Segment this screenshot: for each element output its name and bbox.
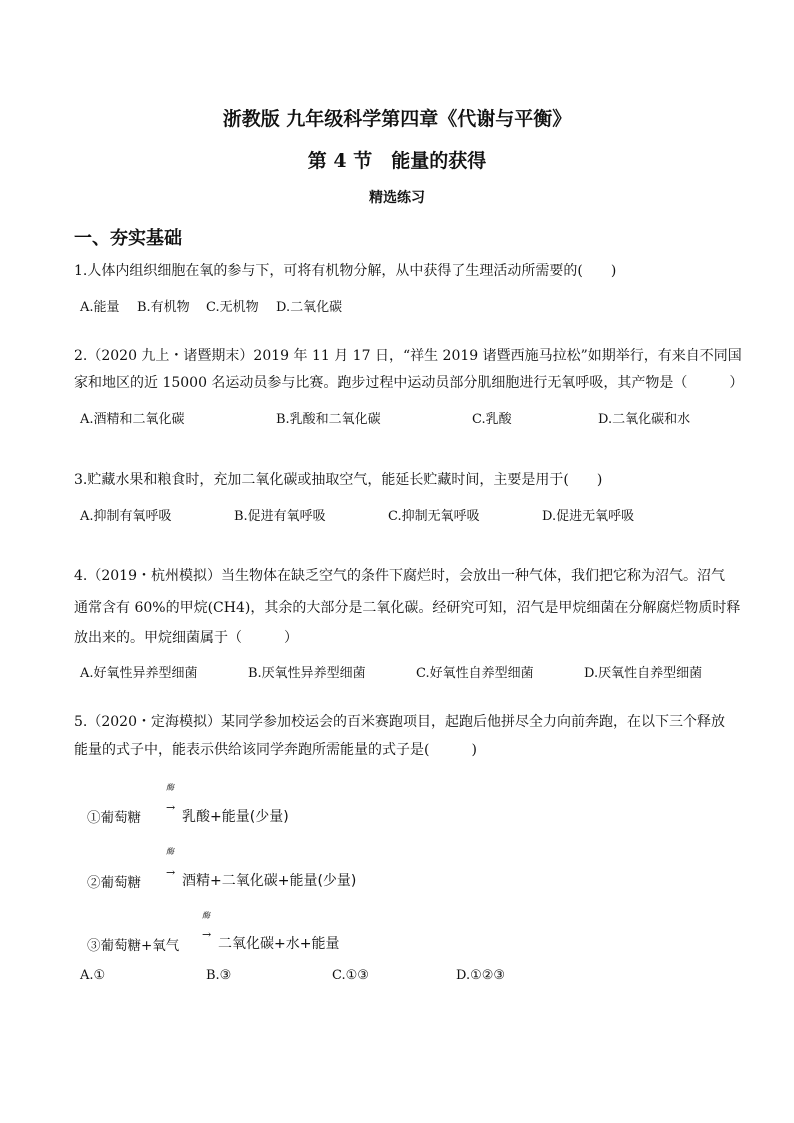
question-4-line-1: 4.（2019・杭州模拟）当生物体在缺乏空气的条件下腐烂时，会放出一种气体，我们把它称为沼气。沼气 — [74, 568, 725, 584]
question-3-option-b: B.促进有氧呼吸 — [234, 509, 326, 524]
question-4-option-c: C.好氧性自养型细菌 — [416, 666, 534, 681]
question-5-option-a: A.① — [80, 968, 106, 983]
question-1-option-c: C.无机物 — [206, 300, 259, 315]
question-4-option-b: B.厌氧性异养型细菌 — [248, 666, 366, 681]
question-5-line-2: 能量的式子中，能表示供给该同学奔跑所需能量的式子是( ) — [74, 742, 477, 758]
lesson-title: 第 4 节 能量的获得 — [307, 150, 487, 172]
question-4-line-2: 通常含有 60%的甲烷(CH4)，其余的大部分是二氧化碳。经研究可知，沼气是甲烷细菌在分解腐烂物质时释 — [74, 600, 741, 616]
question-2-option-a: A.酒精和二氧化碳 — [80, 412, 185, 427]
question-3-option-c: C.抑制无氧呼吸 — [388, 509, 480, 524]
question-5-line-1: 5.（2020・定海模拟）某同学参加校运会的百米赛跑项目，起跑后他拼尽全力向前奔跑，在以下三个释放 — [74, 714, 725, 730]
equation-1-reactant: ①葡萄糖 — [87, 810, 141, 826]
document-title: 浙教版 九年级科学第四章《代谢与平衡》 — [222, 108, 572, 130]
question-1-option-d: D.二氧化碳 — [276, 300, 343, 315]
question-1-option-b: B.有机物 — [137, 300, 190, 315]
question-3-text: 3.贮藏水果和粮食时，充加二氧化碳或抽取空气，能延长贮藏时间，主要是用于( ) — [74, 472, 603, 488]
equation-2-product: 酒精+二氧化碳+能量(少量) — [182, 873, 357, 889]
reaction-arrow-2: → — [166, 866, 176, 879]
question-1-text: 1.人体内组织细胞在氧的参与下，可将有机物分解，从中获得了生理活动所需要的( ) — [74, 263, 617, 279]
question-2-option-d: D.二氧化碳和水 — [598, 412, 691, 427]
reaction-arrow-1: → — [166, 801, 176, 814]
enzyme-label-1: 酶 — [166, 783, 174, 792]
question-5-option-c: C.①③ — [332, 968, 369, 983]
question-5-option-d: D.①②③ — [456, 968, 506, 983]
equation-3-product: 二氧化碳+水+能量 — [218, 936, 340, 952]
exercise-label: 精选练习 — [369, 190, 425, 206]
question-3-option-d: D.促进无氧呼吸 — [542, 509, 635, 524]
section-heading: 一、夯实基础 — [74, 228, 182, 249]
enzyme-label-3: 酶 — [202, 911, 210, 920]
question-2-option-c: C.乳酸 — [472, 412, 512, 427]
question-1-option-a: A.能量 — [80, 300, 120, 315]
question-3-option-a: A.抑制有氧呼吸 — [80, 509, 172, 524]
question-5-option-b: B.③ — [206, 968, 232, 983]
question-4-option-d: D.厌氧性自养型细菌 — [584, 666, 703, 681]
reaction-arrow-3: → — [202, 928, 212, 941]
question-2-line-1: 2.（2020 九上・诸暨期末）2019 年 11 月 17 日，“祥生 2019 诸暨西施马拉松”如期举行，有来自不同国 — [74, 348, 742, 364]
question-2-line-2: 家和地区的近 15000 名运动员参与比赛。跑步过程中运动员部分肌细胞进行无氧呼吸，其产物是（ ） — [74, 375, 744, 391]
question-4-option-a: A.好氧性异养型细菌 — [80, 666, 198, 681]
equation-2-reactant: ②葡萄糖 — [87, 875, 141, 891]
question-4-line-3: 放出来的。甲烷细菌属于（ ） — [74, 630, 298, 646]
equation-3-reactants: ③葡萄糖+氧气 — [87, 938, 180, 954]
enzyme-label-2: 酶 — [166, 847, 174, 856]
equation-1-product: 乳酸+能量(少量) — [182, 809, 289, 825]
question-2-option-b: B.乳酸和二氧化碳 — [276, 412, 381, 427]
